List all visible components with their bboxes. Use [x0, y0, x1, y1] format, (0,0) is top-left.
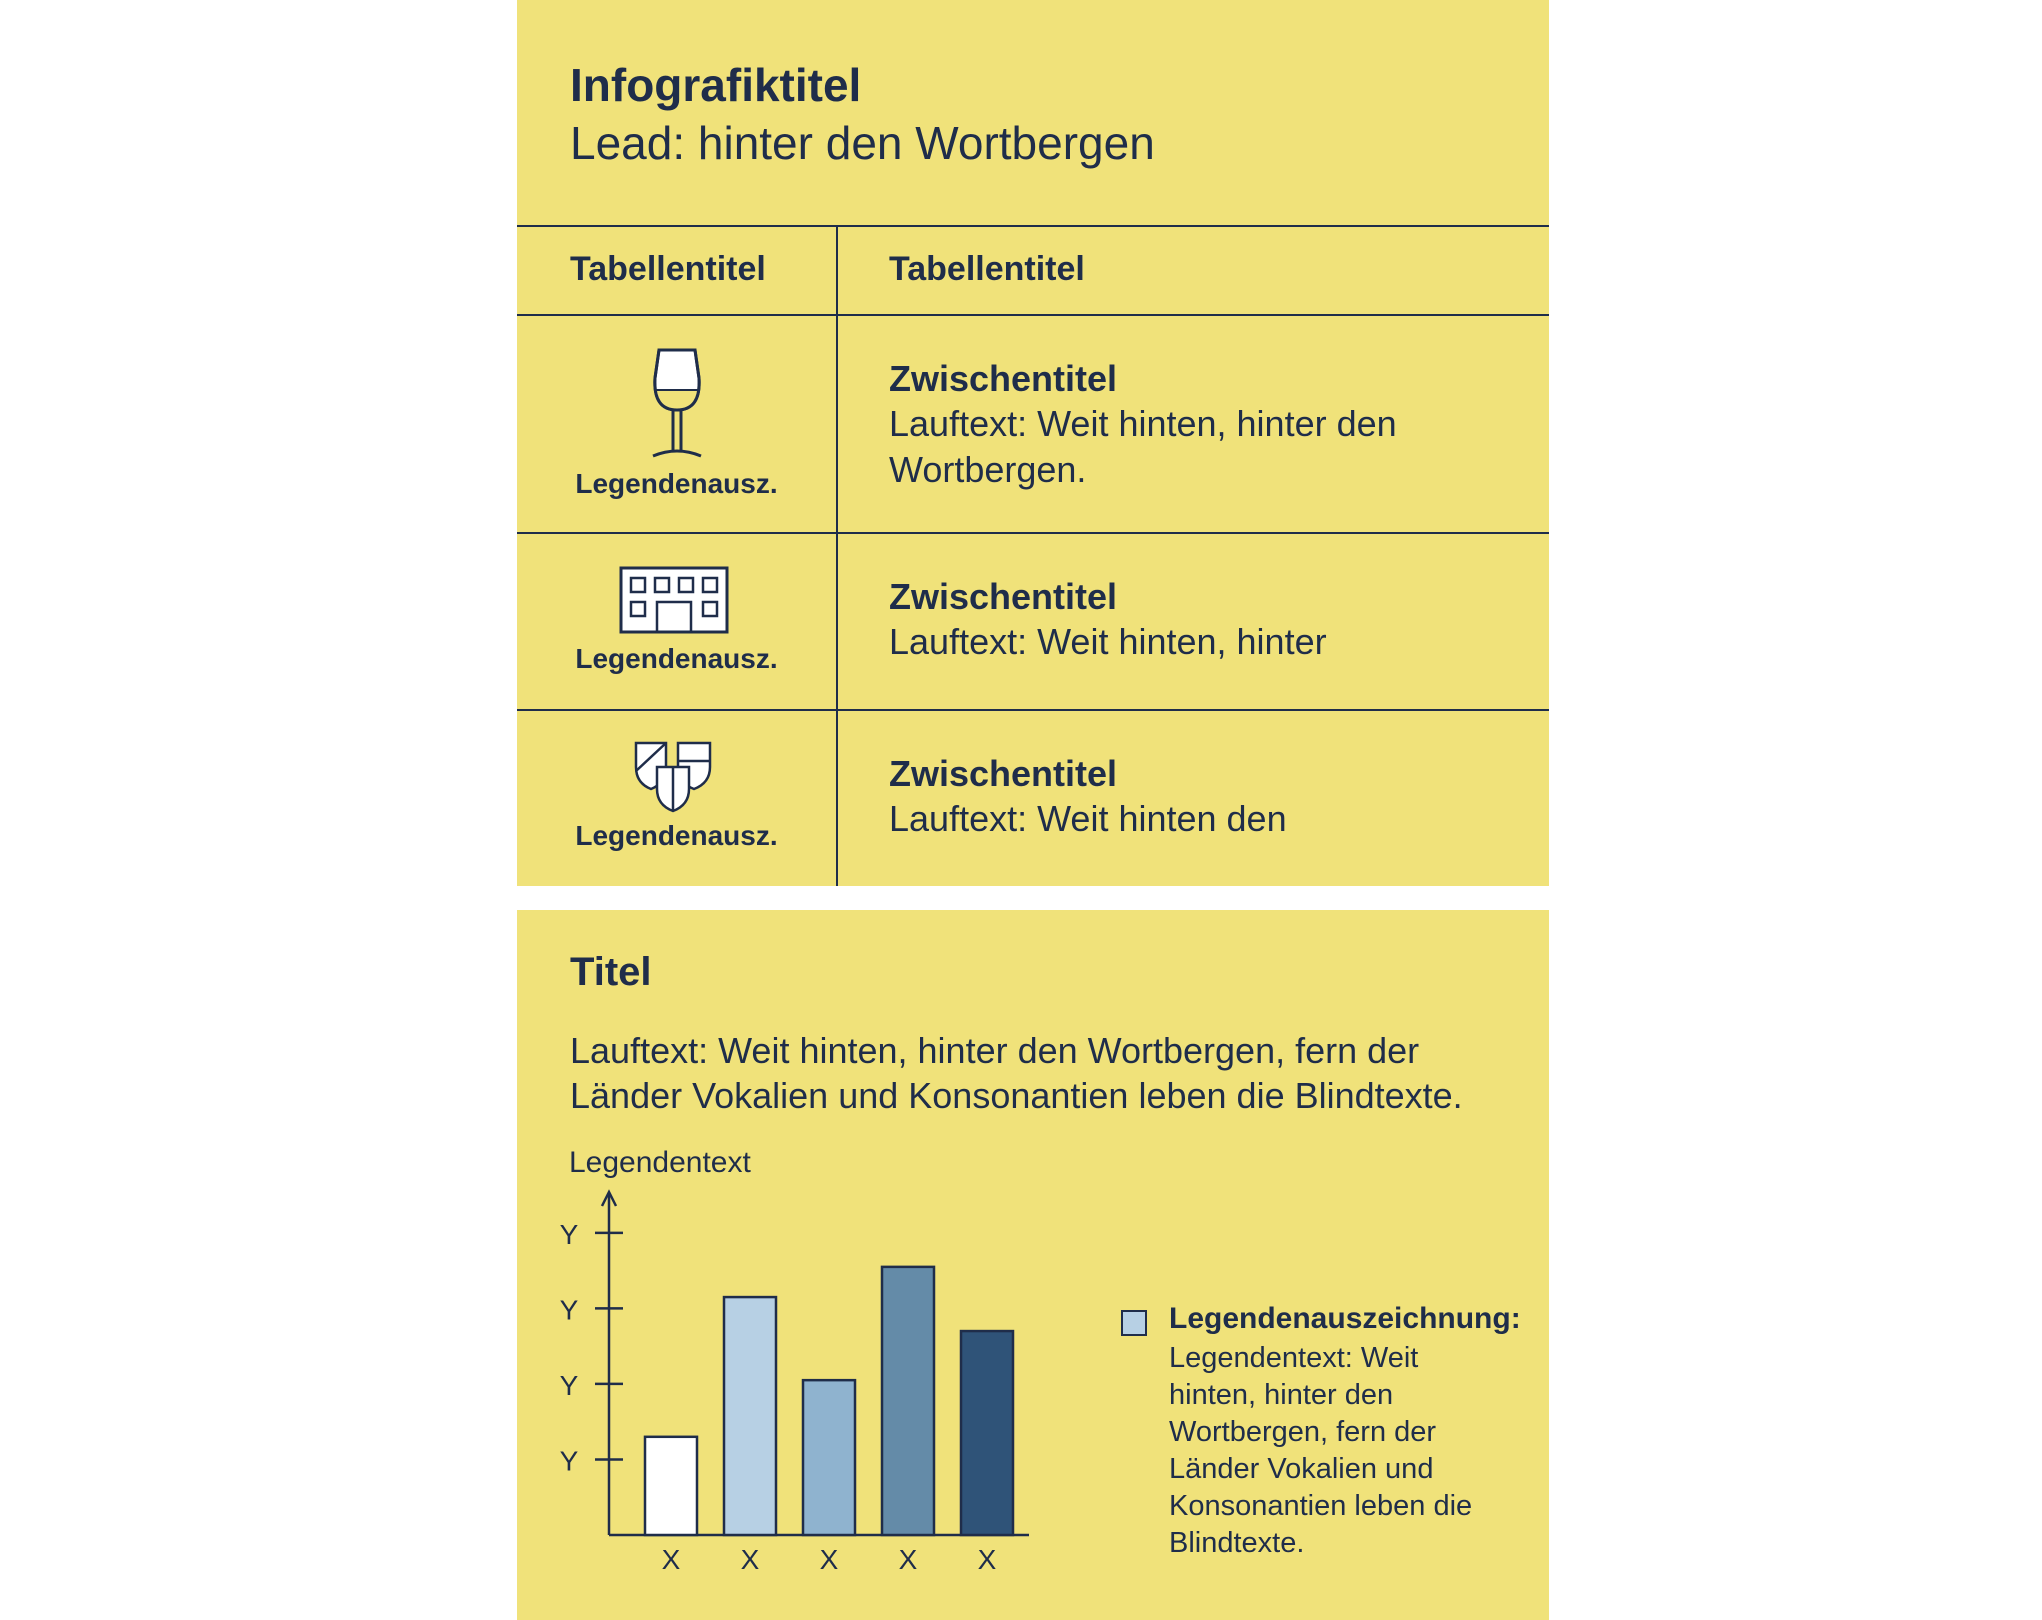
bar [803, 1380, 855, 1535]
row-2-legend-label: Legendenausz. [575, 643, 778, 674]
y-tick-label: Y [559, 1369, 579, 1401]
x-tick-label: X [661, 1544, 681, 1575]
x-tick-label: X [977, 1544, 997, 1575]
infographic-table-panel [517, 0, 1549, 886]
bar [961, 1331, 1013, 1535]
shields-icon [633, 741, 717, 813]
legend-heading: Legendenauszeichnung: [1169, 1302, 1521, 1335]
table-header-1: Tabellentitel [570, 250, 766, 288]
legend-swatch [1121, 1310, 1147, 1336]
bar [882, 1267, 934, 1535]
row-3-subtitle: Zwischentitel [889, 753, 1118, 794]
chart-panel [517, 910, 1549, 1620]
row-3-legend-label: Legendenausz. [575, 820, 778, 851]
x-tick-label: X [740, 1544, 760, 1575]
wine-glass-icon [649, 348, 705, 460]
infographic-title: Infografiktitel [570, 59, 862, 111]
table-header-2: Tabellentitel [889, 250, 1085, 288]
y-axis-label: Legendentext [569, 1146, 751, 1179]
y-tick-label: Y [559, 1445, 579, 1477]
table-row-divider [517, 532, 1549, 534]
row-2-text: Lauftext: Weit hinten, hinter [889, 621, 1327, 662]
table-column-divider [836, 225, 838, 886]
bar [724, 1297, 776, 1535]
row-3-text: Lauftext: Weit hinten den [889, 798, 1287, 839]
bar [645, 1437, 697, 1535]
legend-text: Legendentext: Weit hinten, hinter den Wortbergen, fern der Länder Vokalien und Konsonantien leben die Blindtexte. [1169, 1342, 1473, 1559]
y-tick-label: Y [559, 1218, 579, 1250]
table-top-rule [517, 225, 1549, 227]
table-header-rule [517, 314, 1549, 316]
row-1-legend-label: Legendenausz. [575, 468, 778, 499]
chart-section-title: Titel [570, 950, 652, 994]
x-tick-label: X [819, 1544, 839, 1575]
row-2-subtitle: Zwischentitel [889, 576, 1118, 617]
building-icon [619, 566, 729, 634]
row-1-subtitle: Zwischentitel [889, 358, 1118, 399]
x-tick-label: X [898, 1544, 918, 1575]
y-tick-label: Y [559, 1294, 579, 1326]
infographic-lead: Lead: hinter den Wortbergen [570, 117, 1155, 169]
table-row-divider [517, 709, 1549, 711]
chart-section-text: Lauftext: Weit hinten, hinter den Wortbergen, fern der Länder Vokalien und Konsonantien leben die Blindtexte. [570, 1030, 1463, 1116]
row-1-text: Lauftext: Weit hinten, hinter den Wortbergen. [889, 403, 1397, 490]
